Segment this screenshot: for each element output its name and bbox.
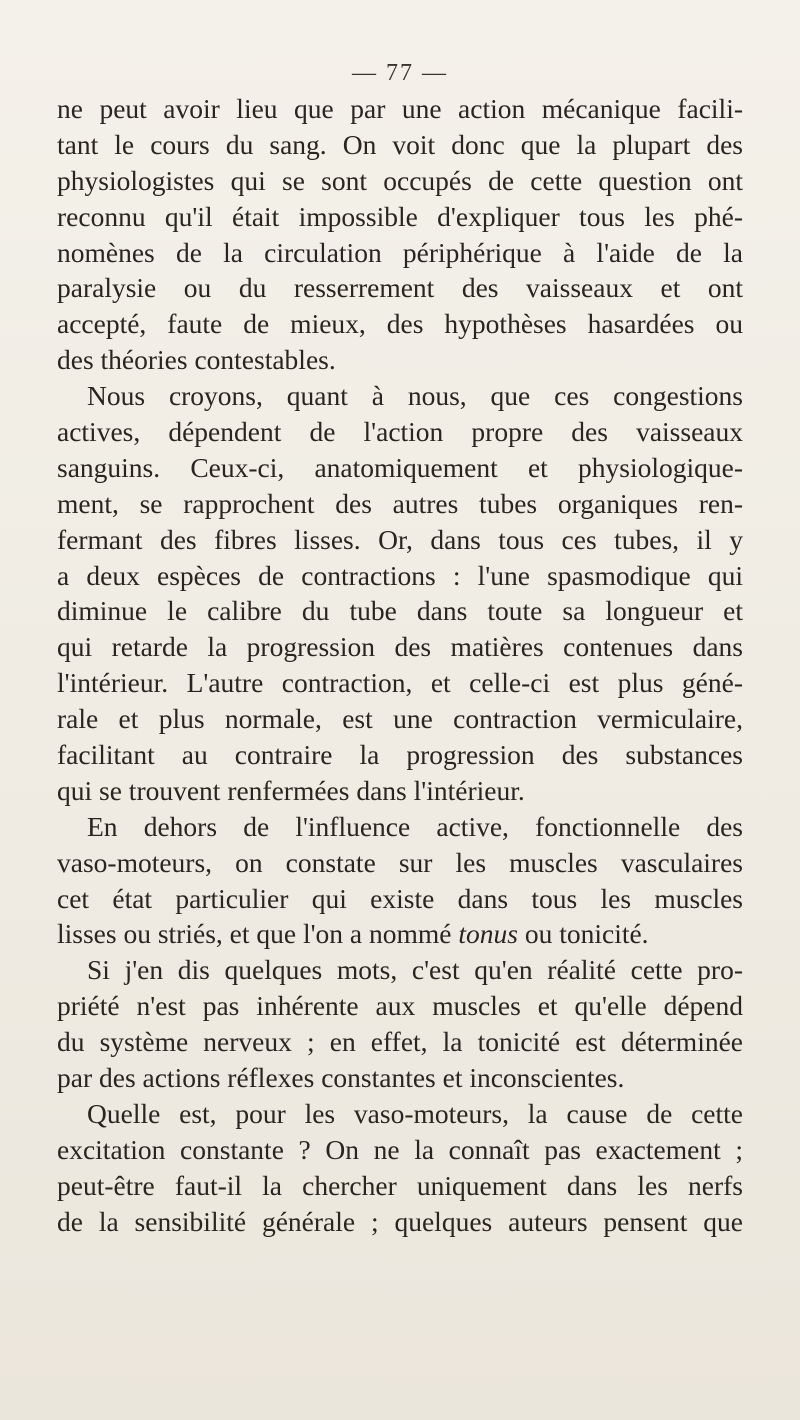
text-line: sanguins. Ceux-ci, anatomiquement et physiologique-	[57, 451, 743, 483]
text-line: excitation constante ? On ne la connaît pas exactement ;	[57, 1133, 743, 1165]
text-line: peut-être faut-il la chercher uniquement dans les nerfs	[57, 1169, 743, 1201]
emphasized-term: tonus	[458, 918, 518, 950]
text-line: fermant des fibres lisses. Or, dans tous ces tubes, il y	[57, 523, 743, 555]
text-line: Nous croyons, quant à nous, que ces congestions	[87, 380, 743, 412]
text-line: des théories contestables.	[57, 344, 336, 376]
text-line: physiologistes qui se sont occupés de cette question ont	[57, 164, 743, 196]
page-number: — 77 —	[352, 60, 448, 86]
text-line: accepté, faute de mieux, des hypothèses hasardées ou	[57, 308, 743, 340]
text-line: du système nerveux ; en effet, la tonicité est déterminée	[57, 1026, 743, 1058]
text-line: l'intérieur. L'autre contraction, et celle-ci est plus géné-	[57, 667, 743, 699]
text-line: tant le cours du sang. On voit donc que la plupart des	[57, 128, 743, 160]
text-line: En dehors de l'influence active, fonctionnelle des	[87, 810, 743, 842]
text-line: ne peut avoir lieu que par une action mécanique facili-	[57, 93, 743, 124]
text-line: Si j'en dis quelques mots, c'est qu'en réalité cette pro-	[87, 954, 743, 986]
paragraph-4	[57, 952, 743, 1096]
text-run: ou tonicité.	[517, 918, 649, 950]
text-line: Quelle est, pour les vaso-moteurs, la cause de cette	[87, 1097, 743, 1129]
text-line: de la sensibilité générale ; quelques auteurs pensent que	[57, 1205, 743, 1237]
text-line: rale et plus normale, est une contraction vermiculaire,	[57, 703, 743, 735]
text-run: lisses ou striés, et que l'on a nommé	[57, 918, 459, 950]
body-text	[57, 91, 743, 1240]
text-line: par des actions réflexes constantes et inconscientes.	[57, 1062, 625, 1094]
text-line: priété n'est pas inhérente aux muscles et qu'elle dépend	[57, 990, 743, 1022]
text-line: reconnu qu'il était impossible d'expliquer tous les phé-	[57, 200, 743, 232]
text-line: qui retarde la progression des matières contenues dans	[57, 631, 743, 663]
text-line	[57, 916, 743, 952]
text-line: cet état particulier qui existe dans tous les muscles	[57, 882, 743, 914]
text-line: paralysie ou du resserrement des vaisseaux et ont	[57, 272, 743, 304]
text-line: nomènes de la circulation périphérique à l'aide de la	[57, 236, 743, 268]
text-line: vaso-moteurs, on constate sur les muscles vasculaires	[57, 846, 743, 878]
text-line: actives, dépendent de l'action propre des vaisseaux	[57, 416, 743, 448]
paragraph-3	[57, 809, 743, 953]
text-line: facilitant au contraire la progression des substances	[57, 739, 743, 771]
paragraph-5	[57, 1096, 743, 1240]
text-line: a deux espèces de contractions : l'une spasmodique qui	[57, 559, 743, 591]
text-line: diminue le calibre du tube dans toute sa longueur et	[57, 595, 743, 627]
paragraph-2	[57, 378, 743, 809]
text-line: qui se trouvent renfermées dans l'intérieur.	[57, 774, 525, 806]
text-line: ment, se rapprochent des autres tubes organiques ren-	[57, 487, 743, 519]
paragraph-1	[57, 91, 743, 378]
